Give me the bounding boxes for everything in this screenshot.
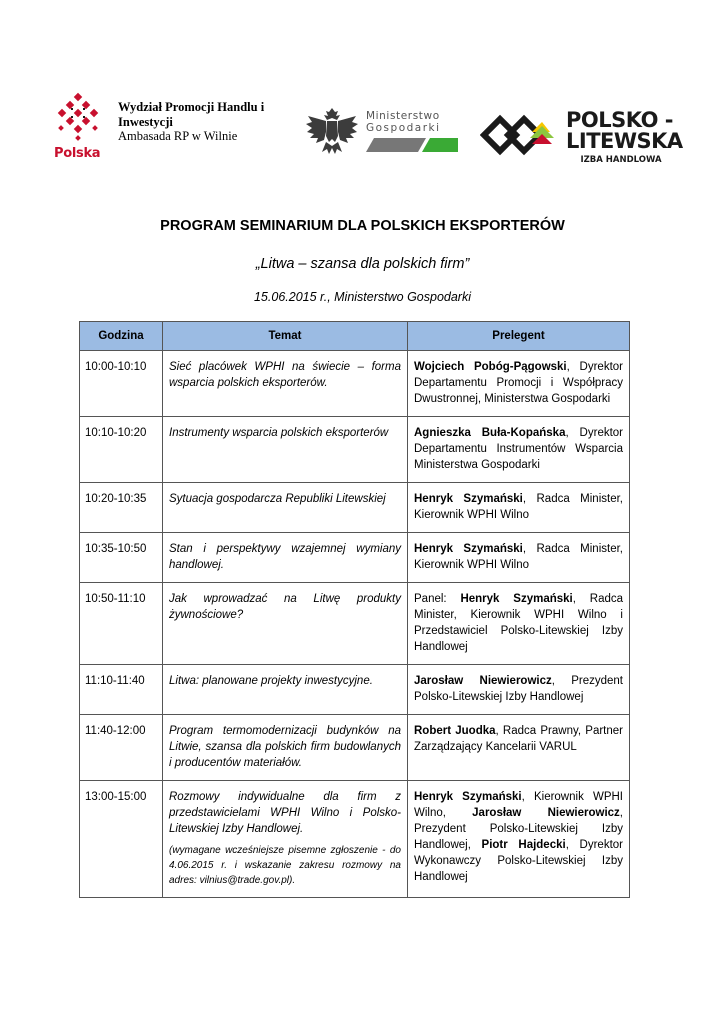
mg-line2: Gospodarki <box>366 122 441 134</box>
session-speaker <box>408 483 630 533</box>
table-header-row <box>80 322 630 351</box>
table-row <box>80 583 630 665</box>
header-temat: Temat <box>163 322 408 351</box>
table-row <box>80 483 630 533</box>
session-speaker <box>408 781 630 898</box>
table-row <box>80 781 630 898</box>
document-title: PROGRAM SEMINARIUM DLA POLSKICH EKSPORTERÓW <box>160 218 565 234</box>
session-topic <box>163 665 408 715</box>
session-time: 10:10-10:20 <box>80 417 163 483</box>
program-table <box>79 321 630 898</box>
session-topic-text: Program termomodernizacji budynków na Litwie, szansa dla polskich firm budowlanych i producentów materiałów. <box>169 725 401 769</box>
session-time: 11:10-11:40 <box>80 665 163 715</box>
session-speaker <box>408 533 630 583</box>
mg-name <box>366 110 441 134</box>
wphi-name-line1: Wydział Promocji Handlu i <box>118 100 265 114</box>
session-topic <box>163 483 408 533</box>
polska-label: Polska <box>54 146 101 161</box>
plih-name <box>566 110 683 171</box>
session-time: 11:40-12:00 <box>80 715 163 781</box>
speaker-role: , Prezydent Polsko-Litewskiej Izby Handlowej, <box>414 807 623 851</box>
session-topic-text: Jak wprowadzać na Litwę produkty żywnościowe? <box>169 593 401 621</box>
plih-line1: POLSKO - <box>566 108 673 132</box>
session-topic <box>163 351 408 417</box>
table-row <box>80 665 630 715</box>
session-time: 13:00-15:00 <box>80 781 163 898</box>
plih-line2: LITEWSKA <box>566 129 683 153</box>
wphi-address <box>118 100 288 144</box>
polska-snowflake-icon <box>52 92 104 148</box>
session-topic <box>163 533 408 583</box>
wphi-embassy: Ambasada RP w Wilnie <box>118 129 238 143</box>
speaker-role: , Radca Minister, Kierownik WPHI Wilno <box>414 543 623 571</box>
session-topic-text: Rozmowy indywidualne dla firm z przedstawicielami WPHI Wilno i Polsko-Litewskiej Izby Handlowej. <box>169 791 401 835</box>
session-note: (wymagane wcześniejsze pisemne zgłoszenie - do 4.06.2015 r. i wskazanie zakresu rozmowy na adres: vilnius@trade.gov.pl). <box>169 845 401 886</box>
speaker-name: Henryk Szymański <box>414 791 522 803</box>
speaker-name: Agnieszka Buła-Kopańska <box>414 427 566 439</box>
page-header <box>0 88 725 168</box>
session-topic-text: Instrumenty wsparcia polskich eksporterów <box>169 427 389 439</box>
plih-line3: IZBA HANDLOWA <box>580 155 662 165</box>
table-row <box>80 715 630 781</box>
speaker-name: Jarosław Niewierowicz <box>414 675 552 687</box>
speaker-role: Panel: <box>414 593 461 605</box>
speaker-name: Wojciech Pobóg-Pągowski <box>414 361 567 373</box>
session-topic-text: Litwa: planowane projekty inwestycyjne. <box>169 675 373 687</box>
session-topic <box>163 417 408 483</box>
session-topic <box>163 781 408 898</box>
polska-logo <box>52 92 104 164</box>
eagle-emblem-icon <box>302 102 362 162</box>
speaker-name: Robert Juodka <box>414 725 496 737</box>
ministerstwo-gospodarki-logo <box>302 102 462 162</box>
session-speaker <box>408 583 630 665</box>
session-time: 10:35-10:50 <box>80 533 163 583</box>
header-godzina: Godzina <box>80 322 163 351</box>
table-row <box>80 351 630 417</box>
session-speaker <box>408 715 630 781</box>
speaker-role: , Dyrektor Wykonawczy Polsko-Litewskiej Izby Handlowej <box>414 839 623 883</box>
speaker-name: Piotr Hajdecki <box>481 839 566 851</box>
document-dateline: 15.06.2015 r., Ministerstwo Gospodarki <box>253 290 471 304</box>
speaker-role: , Kierownik WPHI Wilno, <box>414 791 623 819</box>
session-topic-text: Sytuacja gospodarcza Republiki Litewskiej <box>169 493 386 505</box>
document-subtitle: „Litwa – szansa dla polskich firm” <box>255 256 470 272</box>
table-row <box>80 417 630 483</box>
session-time: 10:00-10:10 <box>80 351 163 417</box>
session-speaker <box>408 351 630 417</box>
session-topic-text: Stan i perspektywy wzajemnej wymiany handlowej. <box>169 543 401 571</box>
mg-line1: Ministerstwo <box>366 110 440 122</box>
session-topic <box>163 583 408 665</box>
speaker-name: Henryk Szymański <box>414 493 523 505</box>
speaker-name: Henryk Szymański <box>460 593 573 605</box>
speaker-role: , Dyrektor Departamentu Promocji i Współpracy Dwustronnej, Ministerstwa Gospodarki <box>414 361 623 405</box>
session-time: 10:20-10:35 <box>80 483 163 533</box>
plih-emblem-icon <box>480 110 560 160</box>
session-speaker <box>408 665 630 715</box>
speaker-role: , Radca Minister, Kierownik WPHI Wilno <box>414 493 623 521</box>
program-table-body <box>80 351 630 898</box>
speaker-role: , Dyrektor Departamentu Instrumentów Wsparcia Ministerstwa Gospodarki <box>414 427 624 471</box>
session-topic-text: Sieć placówek WPHI na świecie – forma wsparcia polskich eksporterów. <box>169 361 401 389</box>
speaker-role: , Radca Prawny, Partner Zarządzający Kancelarii VARUL <box>414 725 623 753</box>
session-time: 10:50-11:10 <box>80 583 163 665</box>
wphi-name-line2: Inwestycji <box>118 114 173 129</box>
speaker-role: , Prezydent Polsko-Litewskiej Izby Handlowej <box>414 675 623 703</box>
session-speaker <box>408 417 630 483</box>
header-prelegent: Prelegent <box>408 322 630 351</box>
polsko-litewska-izba-logo <box>480 110 690 172</box>
speaker-role: , Radca Minister, Kierownik WPHI Wilno i Przedstawiciel Polsko-Litewskiej Izby Handlowej <box>414 593 624 653</box>
speaker-name: Jarosław Niewierowicz <box>472 807 620 819</box>
table-row <box>80 533 630 583</box>
session-topic <box>163 715 408 781</box>
mg-stripe-icon <box>366 138 458 152</box>
speaker-name: Henryk Szymański <box>414 543 523 555</box>
